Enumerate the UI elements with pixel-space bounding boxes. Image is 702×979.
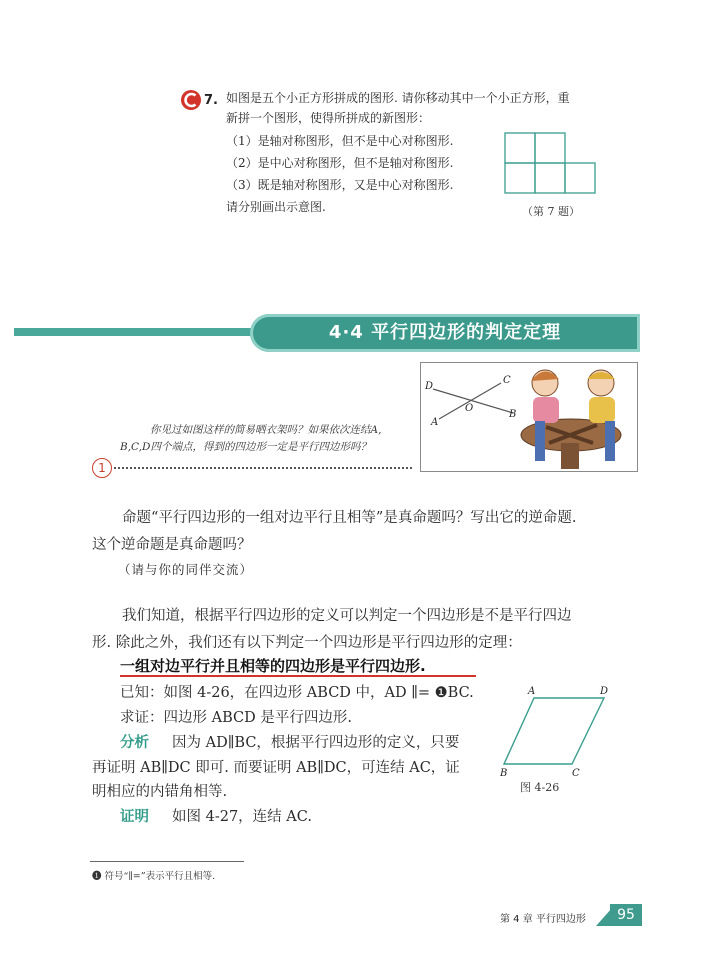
exercise-line: 如图是五个小正方形拼成的图形. 请你移动其中一个小正方形，重: [226, 91, 570, 105]
exercise-number: 7.: [204, 93, 218, 108]
label-a: A: [431, 417, 439, 428]
drying-rack-illustration: [420, 362, 638, 472]
figure-caption: （第 7 题）: [522, 205, 580, 218]
label-b: B: [500, 768, 508, 779]
question-line: 这个逆命题是真命题吗？: [92, 537, 252, 553]
discuss-note: （请与你的同伴交流）: [118, 562, 254, 577]
proof-label: 证明: [120, 809, 149, 825]
section-title: 4·4 平行四边形的判定定理: [328, 322, 562, 343]
known-line: 我们知道，根据平行四边形的定义可以判定一个四边形是不是平行四边: [122, 608, 572, 624]
footnote-rule: [90, 861, 244, 862]
exercise-line: 新拼一个图形，使得所拼成的新图形：: [226, 111, 431, 125]
parallelogram-figure: [500, 684, 620, 794]
footnote: ❶ 符号“∥=”表示平行且相等.: [92, 871, 216, 882]
activity-marker: 1: [92, 458, 112, 478]
theorem-underline: [120, 675, 476, 677]
label-c: C: [572, 768, 580, 779]
theorem-statement: 一组对边平行并且相等的四边形是平行四边形.: [120, 657, 426, 675]
exercise-line: （2）是中心对称图形，但不是轴对称图形.: [226, 156, 454, 170]
prove-statement: 求证：四边形 ABCD 是平行四边形.: [120, 710, 352, 726]
dotted-rule: [114, 467, 412, 469]
label-a: A: [528, 686, 536, 697]
page-number: 95: [610, 904, 642, 926]
exercise-line: （1）是轴对称图形，但不是中心对称图形.: [226, 134, 454, 148]
label-d: D: [600, 686, 609, 697]
label-d: D: [425, 381, 434, 392]
analysis-label: 分析: [120, 735, 149, 751]
given-statement: 已知：如图 4-26，在四边形 ABCD 中，AD ∥= ❶BC.: [120, 685, 474, 701]
exercise-line: （3）既是轴对称图形，又是中心对称图形.: [226, 178, 454, 192]
intro-line: 你见过如图这样的简易晒衣架吗？如果依次连结A,: [150, 424, 382, 436]
five-squares-figure: [503, 131, 599, 195]
exercise-icon: [180, 89, 202, 111]
proof-text: 如图 4-27，连结 AC.: [172, 809, 312, 825]
intro-line: B,C,D四个端点，得到的四边形一定是平行四边形吗？: [120, 441, 371, 453]
label-b: B: [509, 409, 517, 420]
label-o: O: [465, 403, 474, 414]
chapter-footer: 第 4 章 平行四边形: [500, 914, 586, 925]
analysis-line: 明相应的内错角相等.: [92, 784, 228, 800]
exercise-line: 请分别画出示意图.: [226, 200, 326, 214]
label-c: C: [503, 375, 511, 386]
question-line: 命题“平行四边形的一组对边平行且相等”是真命题吗？写出它的逆命题.: [122, 510, 577, 526]
analysis-line: 因为 AD∥BC，根据平行四边形的定义，只要: [172, 735, 460, 751]
figure-caption: 图 4-26: [520, 781, 560, 794]
analysis-line: 再证明 AB∥DC 即可. 而要证明 AB∥DC，可连结 AC，证: [92, 760, 460, 776]
known-line: 形. 除此之外，我们还有以下判定一个四边形是平行四边形的定理：: [92, 635, 522, 651]
